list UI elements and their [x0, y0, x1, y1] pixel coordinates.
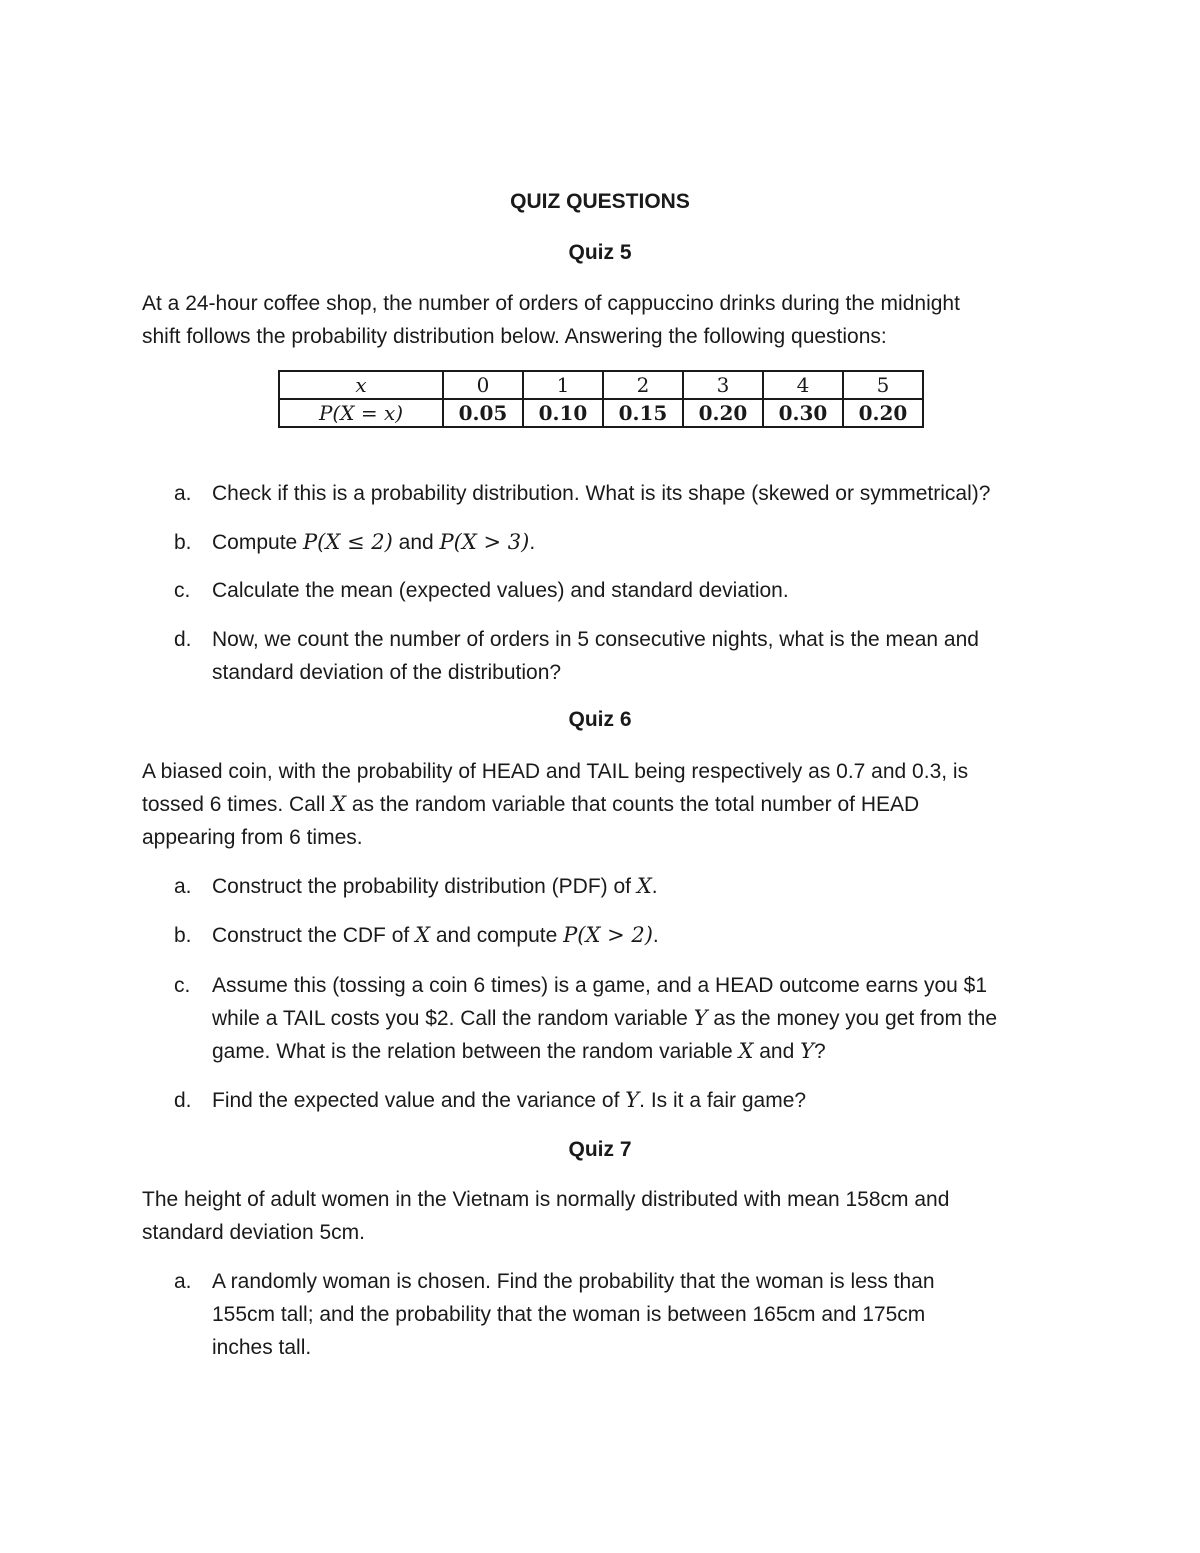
question-letter: c. [174, 974, 191, 997]
text-span: Construct the CDF of [212, 924, 416, 947]
quiz7-intro-line1: The height of adult women in the Vietnam is normally distributed with mean 158cm and [142, 1188, 950, 1211]
question-letter: a. [174, 482, 192, 505]
table-cell-x: 4 [763, 371, 843, 399]
table-row-x [279, 371, 923, 399]
table-header-x: x [279, 371, 443, 399]
quiz5-question-c [174, 574, 1054, 607]
table-cell-probability: 0.05 [443, 399, 523, 427]
text-span: . [652, 924, 659, 947]
quiz6-intro-line1: A biased coin, with the probability of HEAD and TAIL being respectively as 0.7 and 0.3, is [142, 760, 969, 783]
text-span: and compute [430, 924, 564, 947]
question-letter: a. [174, 1270, 192, 1293]
quiz6-question-a [174, 870, 1054, 903]
math-expression: P(X ≤ 2) [303, 530, 393, 554]
math-variable: X [636, 874, 652, 898]
text-span: game. What is the relation between the random variable [212, 1040, 739, 1063]
quiz6-intro-line3: appearing from 6 times. [142, 826, 363, 849]
quiz5-intro-line1: At a 24-hour coffee shop, the number of orders of cappuccino drinks during the midnight [142, 292, 960, 315]
text-span: tossed 6 times. Call [142, 793, 332, 816]
text-span: . [651, 875, 658, 898]
question-text-line1: Now, we count the number of orders in 5 consecutive nights, what is the mean and [212, 628, 979, 651]
math-expression: P(X > 3) [439, 530, 530, 554]
quiz6-heading: Quiz 6 [568, 708, 632, 731]
question-text [212, 870, 1054, 903]
math-variable: X [331, 792, 347, 816]
math-variable: Y [693, 1006, 708, 1030]
quiz7-intro-line2: standard deviation 5cm. [142, 1221, 365, 1244]
table-cell-probability: 0.30 [763, 399, 843, 427]
quiz5-intro [142, 287, 1062, 353]
table-cell-x: 2 [603, 371, 683, 399]
quiz5-question-b [174, 526, 1054, 559]
question-text-post: . [529, 531, 536, 554]
table-cell-probability: 0.10 [523, 399, 603, 427]
quiz6-intro [142, 755, 1062, 854]
question-letter: d. [174, 628, 192, 651]
quiz6-intro-line2 [142, 788, 1062, 821]
question-text-mid: and [392, 531, 440, 554]
question-text-line2: 155cm tall; and the probability that the woman is between 165cm and 175cm [212, 1303, 926, 1326]
question-text [212, 919, 1054, 952]
math-expression: P(X > 2) [563, 923, 653, 947]
quiz7-question-a [174, 1265, 1054, 1364]
quiz6-question-b [174, 919, 1054, 952]
text-span: Construct the probability distribution (PDF) of [212, 875, 637, 898]
question-text [212, 969, 1054, 1068]
question-text [212, 526, 1054, 559]
question-text-line1: A randomly woman is chosen. Find the probability that the woman is less than [212, 1270, 935, 1293]
text-span: ? [814, 1040, 826, 1063]
question-text-line3: inches tall. [212, 1336, 312, 1359]
table-cell-probability: 0.20 [683, 399, 763, 427]
quiz7-intro [142, 1183, 1062, 1249]
quiz6-question-c [174, 969, 1054, 1068]
question-text-line1: Assume this (tossing a coin 6 times) is a game, and a HEAD outcome earns you $1 [212, 974, 988, 997]
question-text [212, 1084, 1054, 1117]
text-span: and [753, 1040, 801, 1063]
math-variable: X [415, 923, 431, 947]
question-text [212, 623, 1054, 689]
table-cell-x: 5 [843, 371, 923, 399]
text-span: while a TAIL costs you $2. Call the random variable [212, 1007, 694, 1030]
math-variable: Y [800, 1039, 815, 1063]
quiz5-intro-line2: shift follows the probability distribution below. Answering the following questions: [142, 325, 887, 348]
math-variable: X [738, 1039, 754, 1063]
question-letter: b. [174, 531, 192, 554]
question-letter: c. [174, 579, 191, 602]
question-text-line2 [212, 1002, 1054, 1035]
text-span: . Is it a fair game? [639, 1089, 807, 1112]
table-row-probability [279, 399, 923, 427]
question-text: Calculate the mean (expected values) and standard deviation. [212, 579, 789, 602]
text-span: as the random variable that counts the total number of HEAD [346, 793, 920, 816]
question-text [212, 1265, 1054, 1364]
question-letter: d. [174, 1089, 192, 1112]
question-text-line3 [212, 1035, 1054, 1068]
page-title: QUIZ QUESTIONS [510, 190, 690, 213]
table-cell-probability: 0.20 [843, 399, 923, 427]
table-header-probability: P(X = x) [279, 399, 443, 427]
quiz6-question-d [174, 1084, 1054, 1117]
text-span: as the money you get from the [707, 1007, 998, 1030]
question-text: Check if this is a probability distribution. What is its shape (skewed or symmetrical)? [212, 482, 991, 505]
question-text-pre: Compute [212, 531, 304, 554]
question-text-line2: standard deviation of the distribution? [212, 661, 562, 684]
question-letter: b. [174, 924, 192, 947]
math-variable: Y [625, 1088, 640, 1112]
text-span: Find the expected value and the variance of [212, 1089, 626, 1112]
table-cell-x: 1 [523, 371, 603, 399]
quiz5-heading: Quiz 5 [568, 241, 632, 264]
quiz5-question-d [174, 623, 1054, 689]
probability-table [278, 370, 924, 428]
quiz5-question-a [174, 477, 1054, 510]
table-cell-x: 0 [443, 371, 523, 399]
table-cell-probability: 0.15 [603, 399, 683, 427]
question-letter: a. [174, 875, 192, 898]
quiz7-heading: Quiz 7 [568, 1138, 632, 1161]
table-cell-x: 3 [683, 371, 763, 399]
